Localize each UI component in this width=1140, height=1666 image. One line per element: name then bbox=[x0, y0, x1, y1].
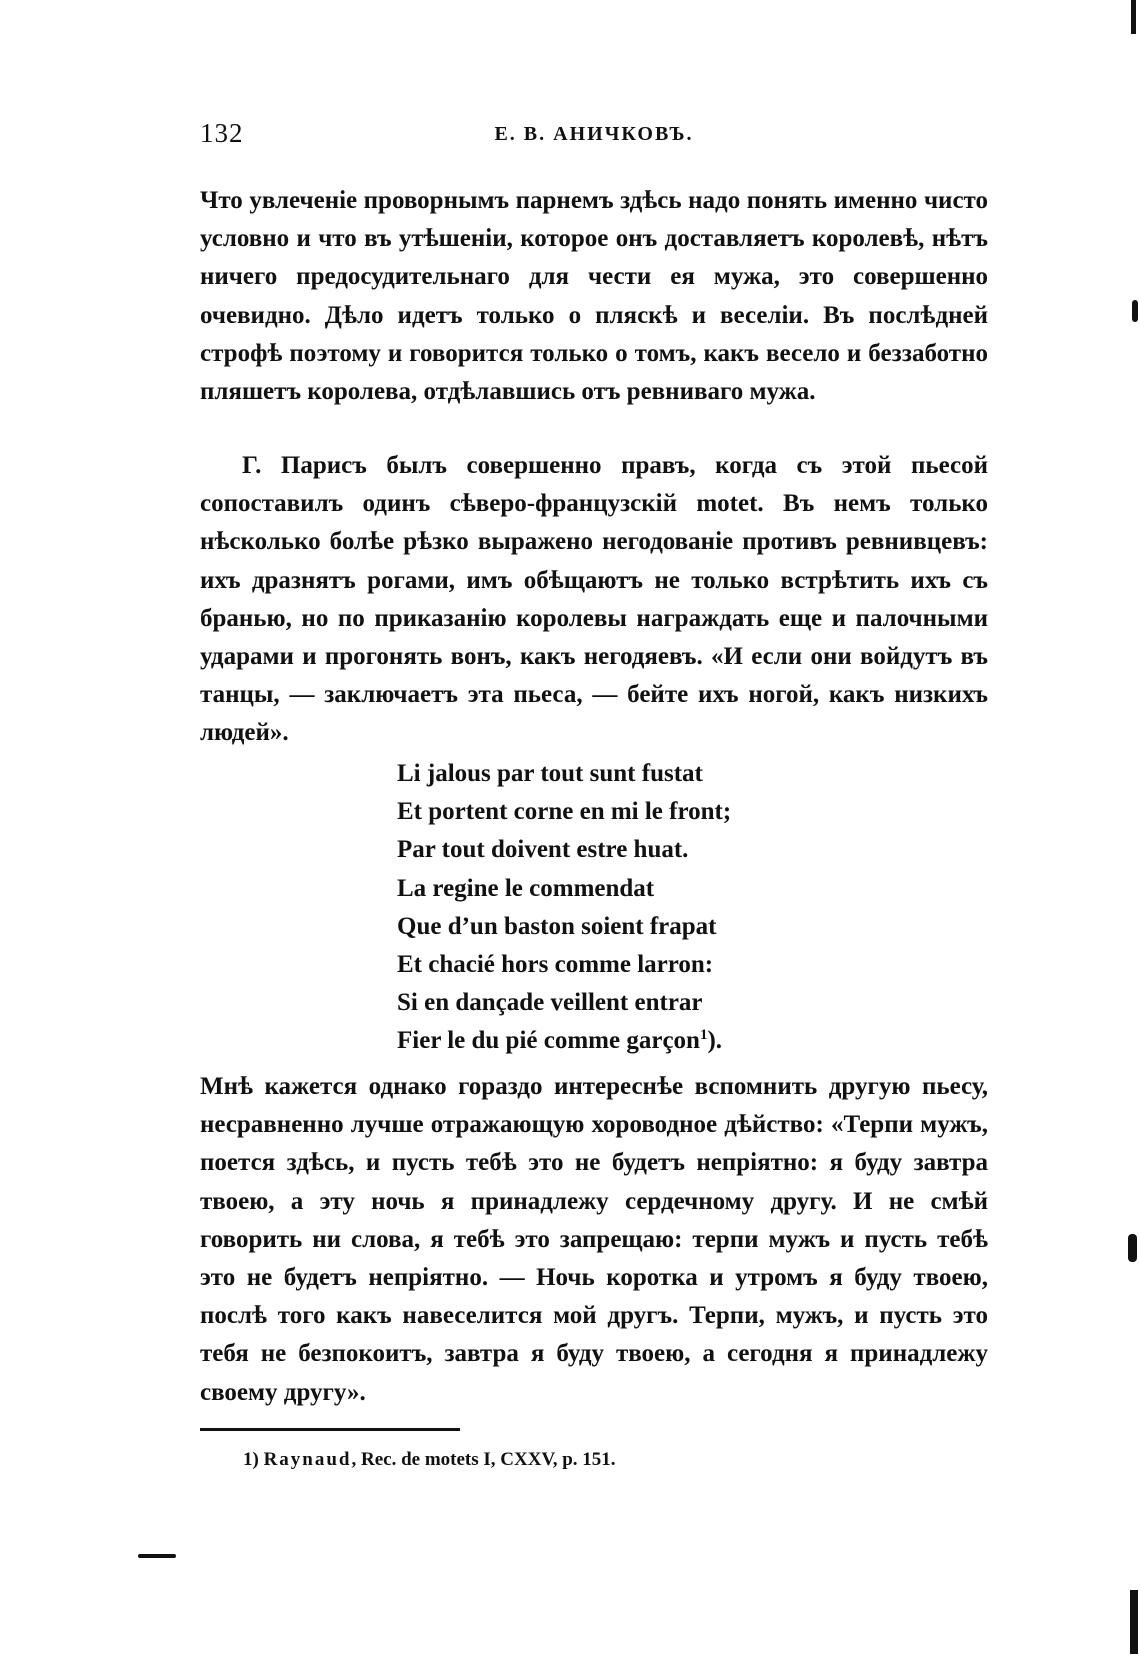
verse-line: La regine le commendat bbox=[397, 874, 655, 902]
footnote-number: 1) bbox=[243, 1449, 259, 1470]
footnote-text: , Rec. de motets I, CXXV, p. 151. bbox=[351, 1449, 616, 1470]
body-paragraph-2 bbox=[200, 447, 988, 753]
footnote-reference[interactable]: 1 bbox=[699, 1027, 708, 1044]
footnote-divider bbox=[200, 1428, 460, 1431]
scan-artifact bbox=[1128, 1234, 1137, 1262]
page-header bbox=[200, 118, 988, 152]
verse-line: Par tout doivent estre huat. bbox=[397, 836, 689, 864]
scan-artifact bbox=[138, 1554, 176, 1558]
paragraph-text: Г. Парисъ былъ совершенно правъ, когда съ этой пьесой сопоставилъ одинъ сѣверо-французскій motet. Въ немъ только нѣсколько болѣе рѣзко выражено негодованіе противъ ревнивцевъ: ихъ дразнятъ рогами, имъ обѣщаютъ не только встрѣтить ихъ съ бранью, но по приказанію королевы награждать еще и палочными ударами и прогонять вонъ, какъ негодяевъ. «И если они войдутъ въ танцы, — заключаетъ эта пьеса, — бейте ихъ ногой, какъ низкихъ людей». bbox=[200, 452, 988, 747]
footnote-author: Raynaud bbox=[263, 1449, 352, 1470]
verse-line: Et chacié hors comme larron: bbox=[397, 951, 714, 979]
verse-line: Si en dançade veillent entrar bbox=[397, 989, 703, 1017]
paragraph-text: Что увлеченіе проворнымъ парнемъ здѣсь надо понять именно чисто условно и что въ утѣшеніи, которое онъ доставляетъ королевѣ, нѣтъ ничего предосудительнаго для чести ея мужа, это совершенно очевидно. Дѣло идетъ только о пляскѣ и веселіи. Въ послѣдней строфѣ поэтому и говорится только о томъ, какъ весело и беззаботно пляшетъ королева, отдѣлавшись отъ ревниваго мужа. bbox=[200, 187, 988, 406]
page-number: 132 bbox=[200, 118, 244, 148]
footnote bbox=[243, 1449, 616, 1471]
verse-line: Que d’un baston soient frapat bbox=[397, 912, 717, 940]
paragraph-text: Мнѣ кажется однако гораздо интереснѣе вспомнить другую пьесу, несравненно лучше отражающую хороводное дѣйство: «Терпи мужъ, поется здѣсь, и пусть тебѣ это не будетъ непріятно: я буду завтра твоею, а эту ночь я принадлежу сердечному другу. И не смѣй говорить ни слова, я тебѣ это запрещаю: терпи мужъ и пусть тебѣ это не будетъ непріятно. — Ночь коротка и утромъ я буду твоею, послѣ того какъ навеселится мой другъ. Терпи, мужъ, и пусть это тебя не безпокоитъ, завтра я буду твоею, а сегодня я принадлежу своему другу». bbox=[200, 1073, 988, 1406]
scan-artifact bbox=[1131, 0, 1136, 34]
body-paragraph-3 bbox=[200, 1068, 988, 1412]
scan-artifact bbox=[1132, 300, 1138, 322]
running-head: Е. В. АНИЧКОВЪ. bbox=[494, 123, 694, 145]
verse-quotation bbox=[397, 755, 731, 1061]
body-paragraph-1 bbox=[200, 182, 988, 411]
scan-artifact bbox=[1130, 1590, 1138, 1654]
verse-line: Li jalous par tout sunt fustat bbox=[397, 760, 703, 787]
verse-line: Et portent corne en mi le front; bbox=[397, 798, 732, 826]
verse-line-last bbox=[397, 1022, 731, 1060]
verse-line-end: ). bbox=[707, 1027, 723, 1055]
verse-line-text: Fier le du pié comme garçon bbox=[397, 1027, 700, 1055]
